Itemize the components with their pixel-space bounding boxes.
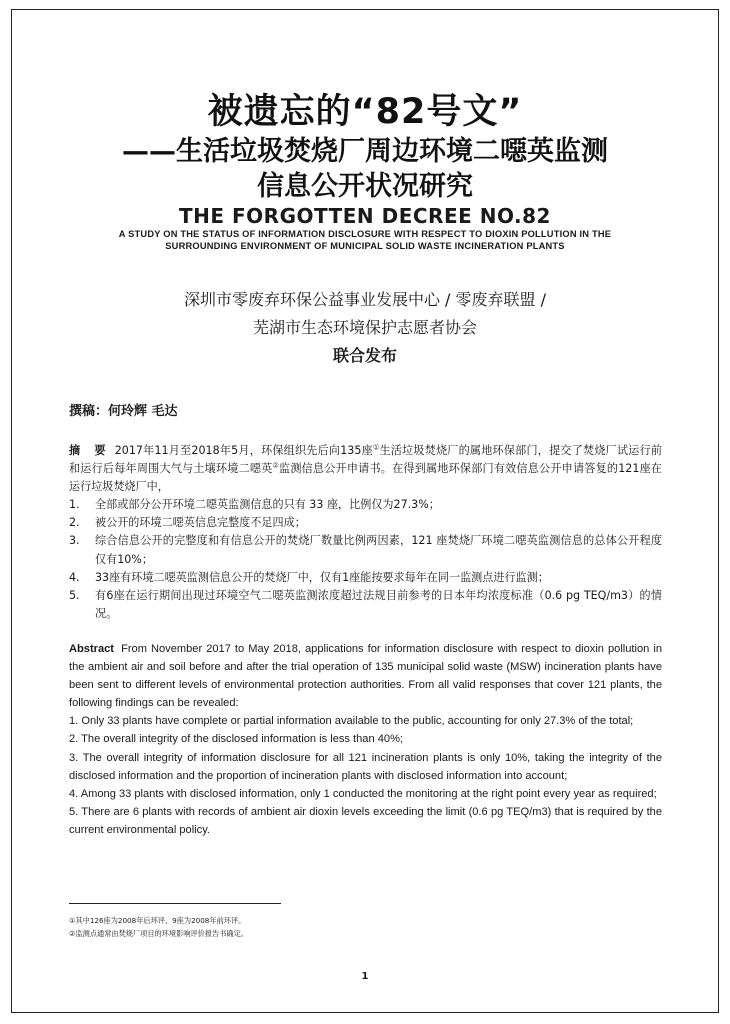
organizations-line2: 芜湖市生态环境保护志愿者协会 [252, 318, 477, 337]
title-cn-line2: ——生活垃圾焚烧厂周边环境二噁英监测 [122, 136, 608, 167]
abstract-cn-intro [69, 442, 662, 496]
abstract-cn-label: 摘 要 [69, 444, 111, 457]
item-text: 综合信息公开的完整度和有信息公开的焚烧厂数量比例两因素，121 座焚烧厂环境二噁英监测信息的总体公开程度仅有10%； [95, 534, 662, 566]
title-cn-line1: 被遗忘的“82号文” [207, 92, 523, 132]
abstract-cn-intro-c: 监测信息公开申请书。在得到属地环保部门有效信息公开申请答复的121座在运行垃圾焚烧厂中， [69, 462, 662, 494]
title-en: THE FORGOTTEN DECREE NO.82 [179, 204, 551, 228]
abstract-cn-item [69, 569, 662, 587]
authors: 撰稿：何玲辉 毛达 [69, 404, 178, 419]
abstract-cn-item [69, 532, 662, 568]
footnote-1: ①其中126座为2008年后环评，9座为2008年前环评。 [69, 916, 246, 925]
subtitle-en-line1: A STUDY ON THE STATUS OF INFORMATION DISCLOSURE WITH RESPECT TO DIOXIN POLLUTION IN THE [118, 229, 612, 239]
subtitle-en-line2: SURROUNDING ENVIRONMENT OF MUNICIPAL SOLID WASTE INCINERATION PLANTS [165, 241, 565, 251]
item-number: 4. [69, 570, 80, 584]
organizations-line1: 深圳市零废弃环保公益事业发展中心 / 零废弃联盟 / [183, 290, 547, 309]
item-text: 被公开的环境二噁英信息完整度不足四成； [95, 516, 306, 530]
publish-label: 联合发布 [332, 346, 397, 365]
abstract-cn [69, 442, 662, 623]
abstract-cn-intro-a: 2017年11月至2018年5月，环保组织先后向135座 [114, 444, 373, 457]
footnote-ref-1: ① [372, 443, 380, 452]
abstract-en-item: 1. Only 33 plants have complete or partial information available to the public, accounting for only 27.3% of the total; [69, 715, 634, 728]
abstract-en-item: 4. Among 33 plants with disclosed information, only 1 conducted the monitoring at the right point every year as required; [69, 787, 657, 800]
footnote-ref-2: ② [272, 461, 280, 470]
footnote-divider [69, 903, 281, 904]
abstract-cn-item [69, 514, 662, 532]
footnote-2: ②监测点通常由焚烧厂项目的环境影响评价报告书确定。 [69, 929, 248, 938]
item-number: 1. [69, 498, 80, 512]
title-cn-line3: 信息公开状况研究 [257, 171, 473, 202]
footnotes [69, 914, 248, 940]
item-text: 33座有环境二噁英监测信息公开的焚烧厂中，仅有1座能按要求每年在同一监测点进行监测； [95, 570, 549, 584]
abstract-en-item: 5. There are 6 plants with records of ambient air dioxin levels exceeding the limit (0.6 pg TEQ/m3) that is required by the current environmental policy. [69, 805, 662, 836]
item-number: 3. [69, 534, 80, 548]
item-text: 全部或部分公开环境二噁英监测信息的只有 33 座，比例仅为27.3%； [95, 498, 440, 512]
abstract-en-intro [69, 640, 662, 712]
abstract-en-label: Abstract [69, 643, 115, 655]
abstract-en-item: 2. The overall integrity of the disclosed information is less than 40%; [69, 733, 404, 746]
page-number: 1 [361, 971, 369, 982]
abstract-en-intro-text: From November 2017 to May 2018, applications for information disclosure with respect to dioxin pollution in the ambient air and soil before and after the trial operation of 135 municipal solid waste (MSW) incineration plants have been sent to different levels of environmental protection authorities. From all valid responses that cover 121 plants, the following findings can be revealed: [69, 643, 662, 710]
abstract-cn-item [69, 496, 662, 514]
abstract-en-item: 3. The overall integrity of information disclosure for all 121 incineration plants is only 10%, taking the integrity of the disclosed information and the proportion of incineration plants with disclosed information into account; [69, 751, 662, 782]
item-number: 2. [69, 516, 80, 530]
abstract-cn-intro-b: 生活垃圾焚烧厂的属地环保部门，提交了焚烧厂试运行前和运行后每年周围大气与土壤环境二噁英 [69, 444, 662, 476]
item-number: 5. [69, 588, 80, 602]
item-text: 有6座在运行期间出现过环境空气二噁英监测浓度超过法规目前参考的日本年均浓度标准（0.6 pg TEQ/m3）的情况。 [95, 588, 662, 620]
abstract-cn-item [69, 587, 662, 623]
abstract-en [69, 640, 662, 839]
